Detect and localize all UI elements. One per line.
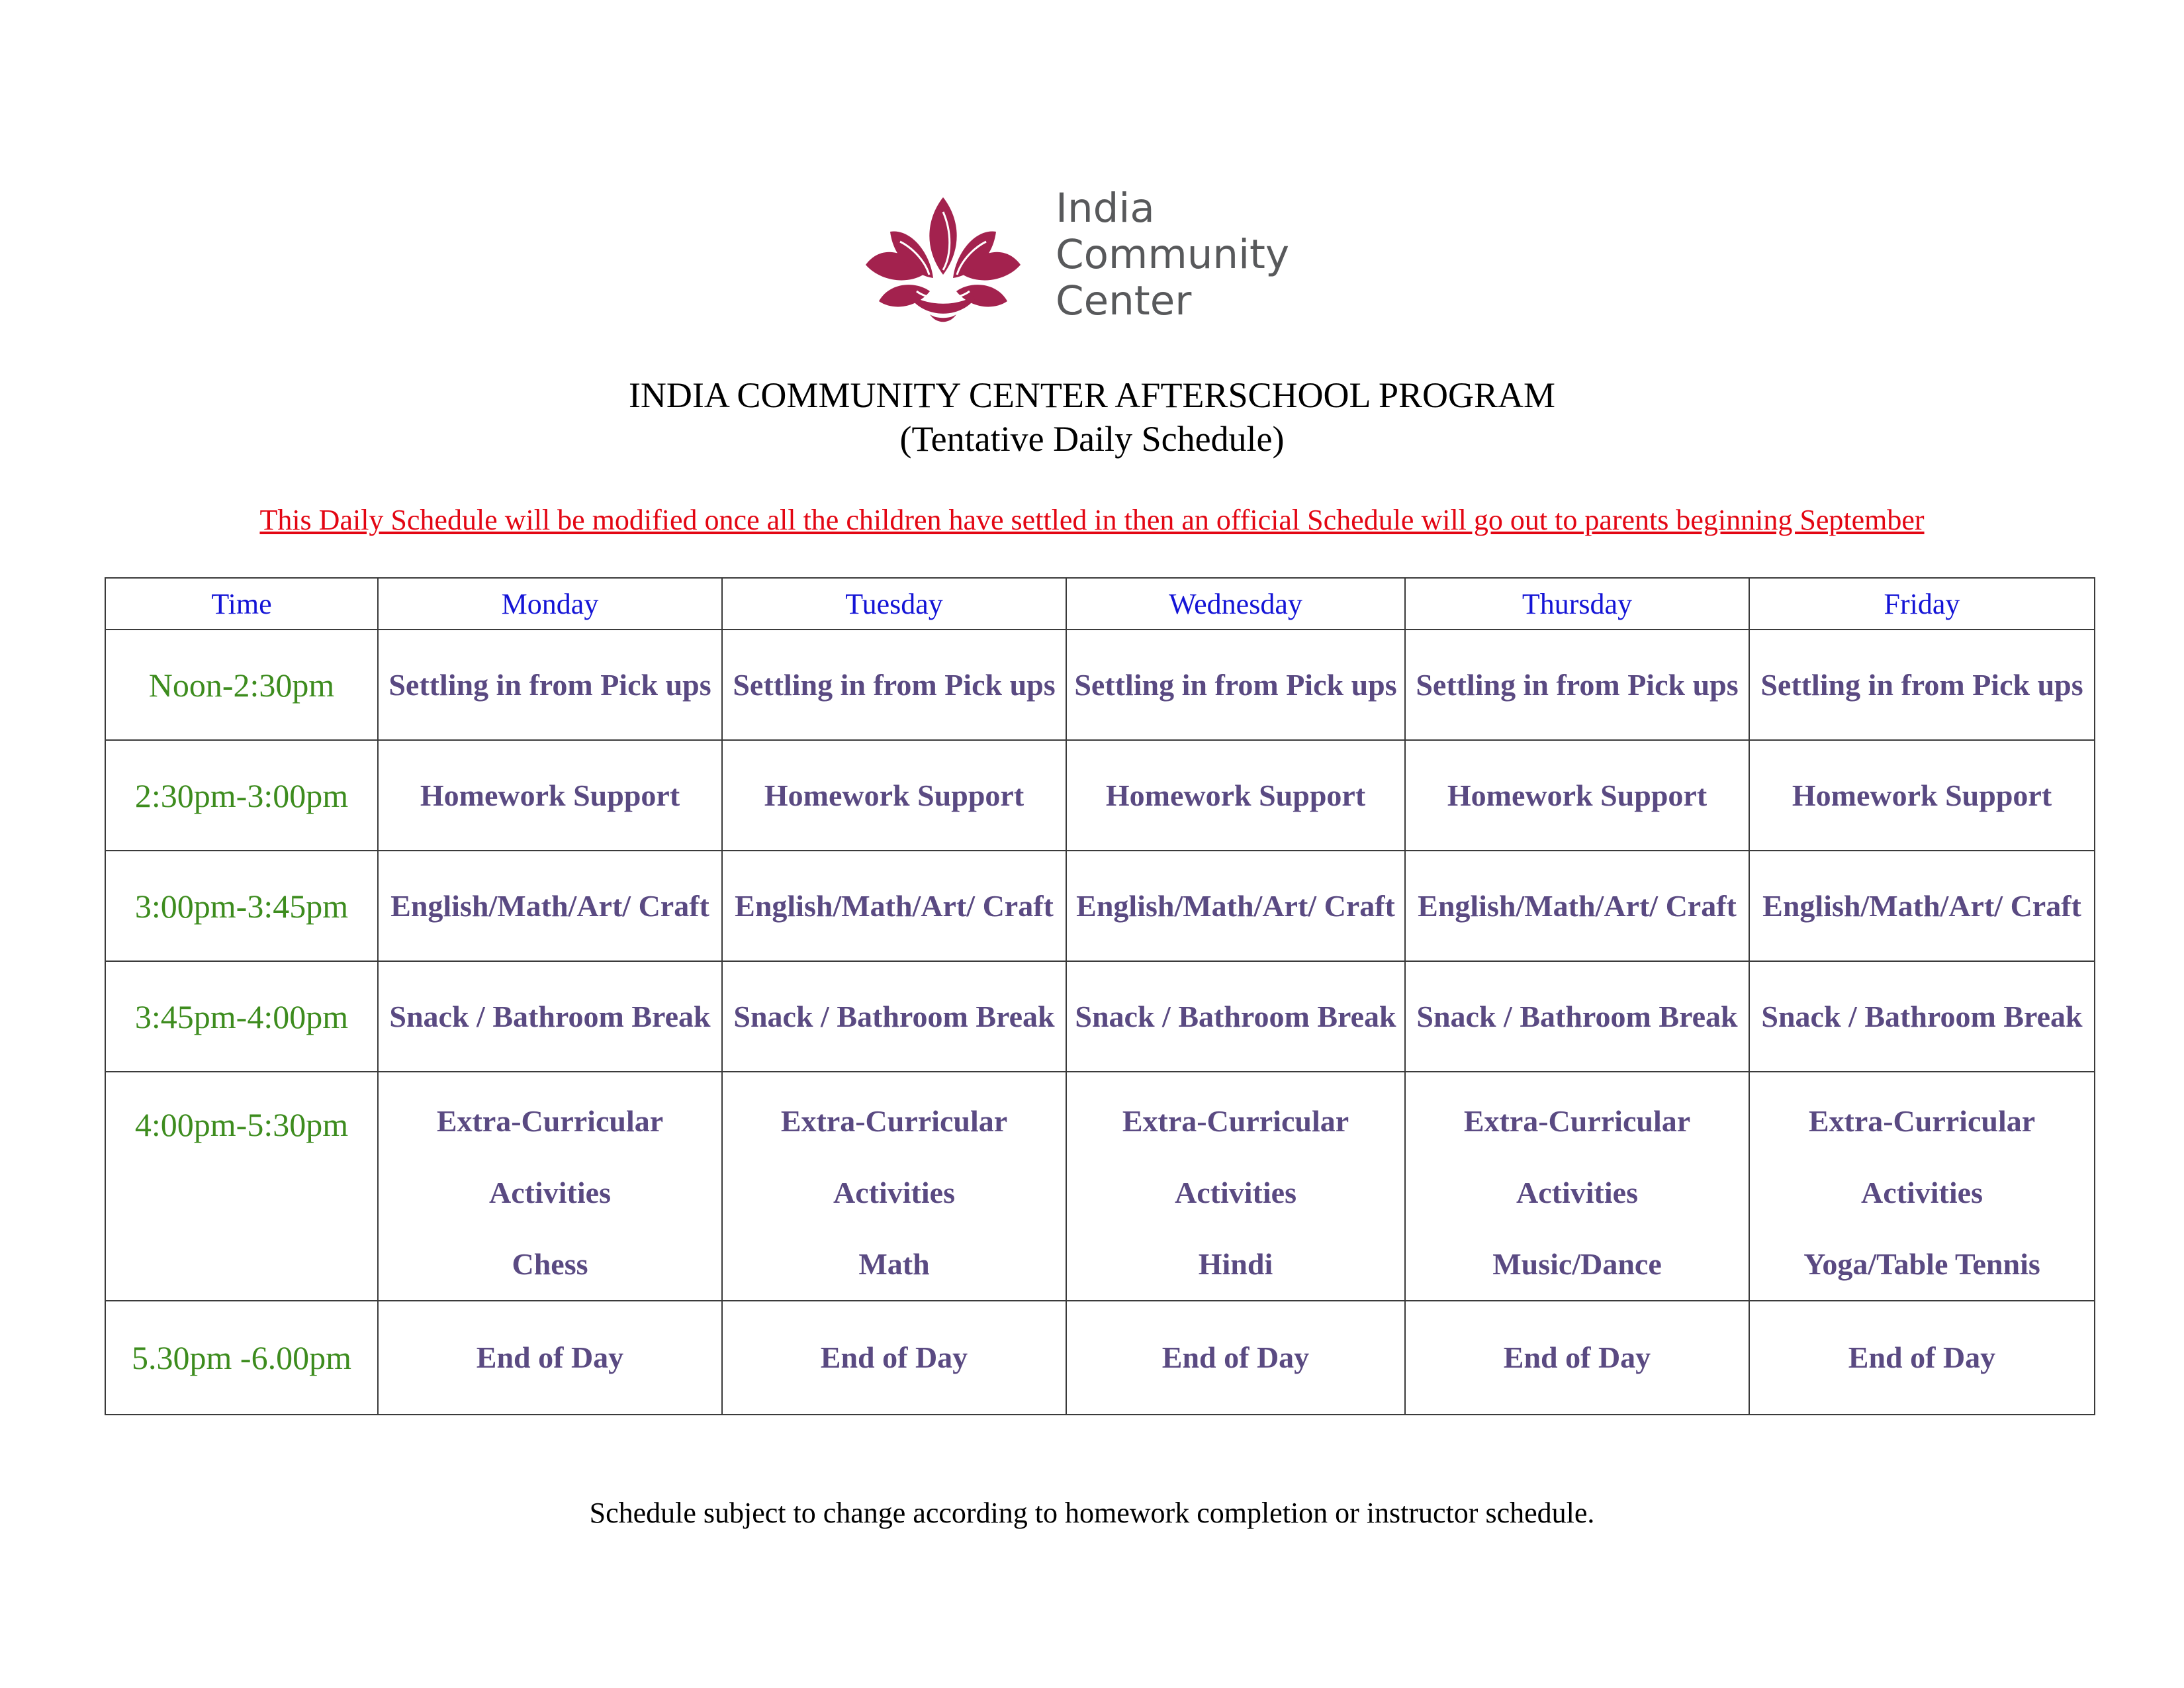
activity-cell: End of Day [1749, 1301, 2095, 1415]
activity-cell: English/Math/Art/ Craft [378, 851, 722, 961]
activity-cell [378, 1072, 722, 1301]
activity-cell: End of Day [1405, 1301, 1749, 1415]
activity-line: Music/Dance [1492, 1247, 1662, 1281]
activity-cell: Snack / Bathroom Break [1749, 961, 2095, 1072]
activity-cell: Settling in from Pick ups [1066, 630, 1405, 740]
activity-cell: Homework Support [1066, 740, 1405, 851]
table-row [105, 740, 2095, 851]
table-row [105, 1301, 2095, 1415]
activity-cell: Settling in from Pick ups [378, 630, 722, 740]
page-subtitle: (Tentative Daily Schedule) [899, 419, 1285, 459]
activity-cell: Settling in from Pick ups [722, 630, 1066, 740]
time-cell: 4:00pm-5:30pm [105, 1072, 378, 1301]
activity-cell [1749, 1072, 2095, 1301]
time-cell: 5.30pm -6.00pm [105, 1301, 378, 1415]
schedule-table [105, 577, 2095, 1415]
logo-wordmark [1056, 185, 1289, 324]
header-friday: Friday [1749, 578, 2095, 630]
activity-line: Extra-Curricular [780, 1104, 1008, 1138]
activity-line: Chess [512, 1247, 588, 1281]
time-cell: 2:30pm-3:00pm [105, 740, 378, 851]
logo [860, 185, 1324, 338]
activity-cell: Snack / Bathroom Break [1405, 961, 1749, 1072]
header-row [105, 578, 2095, 630]
header-thursday: Thursday [1405, 578, 1749, 630]
activity-line: Hindi [1198, 1247, 1273, 1281]
activity-line: Extra-Curricular [1122, 1104, 1349, 1138]
page-title: INDIA COMMUNITY CENTER AFTERSCHOOL PROGRAM [628, 375, 1556, 415]
activity-cell: Settling in from Pick ups [1749, 630, 2095, 740]
activity-cell: End of Day [1066, 1301, 1405, 1415]
activity-line: Activities [833, 1176, 955, 1209]
header-wednesday: Wednesday [1066, 578, 1405, 630]
activity-cell: English/Math/Art/ Craft [1066, 851, 1405, 961]
header-monday: Monday [378, 578, 722, 630]
logo-line-1: India [1056, 185, 1155, 232]
activity-cell: Snack / Bathroom Break [722, 961, 1066, 1072]
time-cell: 3:45pm-4:00pm [105, 961, 378, 1072]
activity-line: Extra-Curricular [1463, 1104, 1691, 1138]
activity-line: Extra-Curricular [1808, 1104, 2036, 1138]
footer-note: Schedule subject to change according to homework completion or instructor schedule. [589, 1497, 1595, 1529]
activity-line: Activities [1175, 1176, 1297, 1209]
activity-line: Activities [489, 1176, 611, 1209]
activity-cell: Homework Support [1749, 740, 2095, 851]
table-row [105, 961, 2095, 1072]
activity-cell: English/Math/Art/ Craft [1405, 851, 1749, 961]
activity-cell: Settling in from Pick ups [1405, 630, 1749, 740]
time-cell: Noon-2:30pm [105, 630, 378, 740]
activity-line: Math [858, 1247, 930, 1281]
header-time: Time [105, 578, 378, 630]
activity-cell: Homework Support [722, 740, 1066, 851]
activity-line: Yoga/Table Tennis [1803, 1247, 2040, 1281]
activity-cell: End of Day [378, 1301, 722, 1415]
activity-cell: Homework Support [1405, 740, 1749, 851]
activity-cell [1066, 1072, 1405, 1301]
table-row [105, 630, 2095, 740]
activity-cell: Homework Support [378, 740, 722, 851]
activity-cell: English/Math/Art/ Craft [722, 851, 1066, 961]
activity-cell: English/Math/Art/ Craft [1749, 851, 2095, 961]
activity-line: Extra-Curricular [436, 1104, 664, 1138]
activity-cell: Snack / Bathroom Break [378, 961, 722, 1072]
activity-line: Activities [1516, 1176, 1638, 1209]
activity-cell [722, 1072, 1066, 1301]
header-tuesday: Tuesday [722, 578, 1066, 630]
schedule-notice: This Daily Schedule will be modified once all the children have settled in then an official Schedule will go out to parents beginning September [259, 504, 1925, 536]
table-row [105, 851, 2095, 961]
time-cell: 3:00pm-3:45pm [105, 851, 378, 961]
activity-cell: Snack / Bathroom Break [1066, 961, 1405, 1072]
activity-cell: End of Day [722, 1301, 1066, 1415]
activity-line: Activities [1861, 1176, 1983, 1209]
lotus-icon [860, 192, 1026, 324]
table-row [105, 1072, 2095, 1301]
logo-line-3: Center [1056, 277, 1192, 324]
activity-cell [1405, 1072, 1749, 1301]
logo-line-2: Community [1056, 231, 1290, 278]
